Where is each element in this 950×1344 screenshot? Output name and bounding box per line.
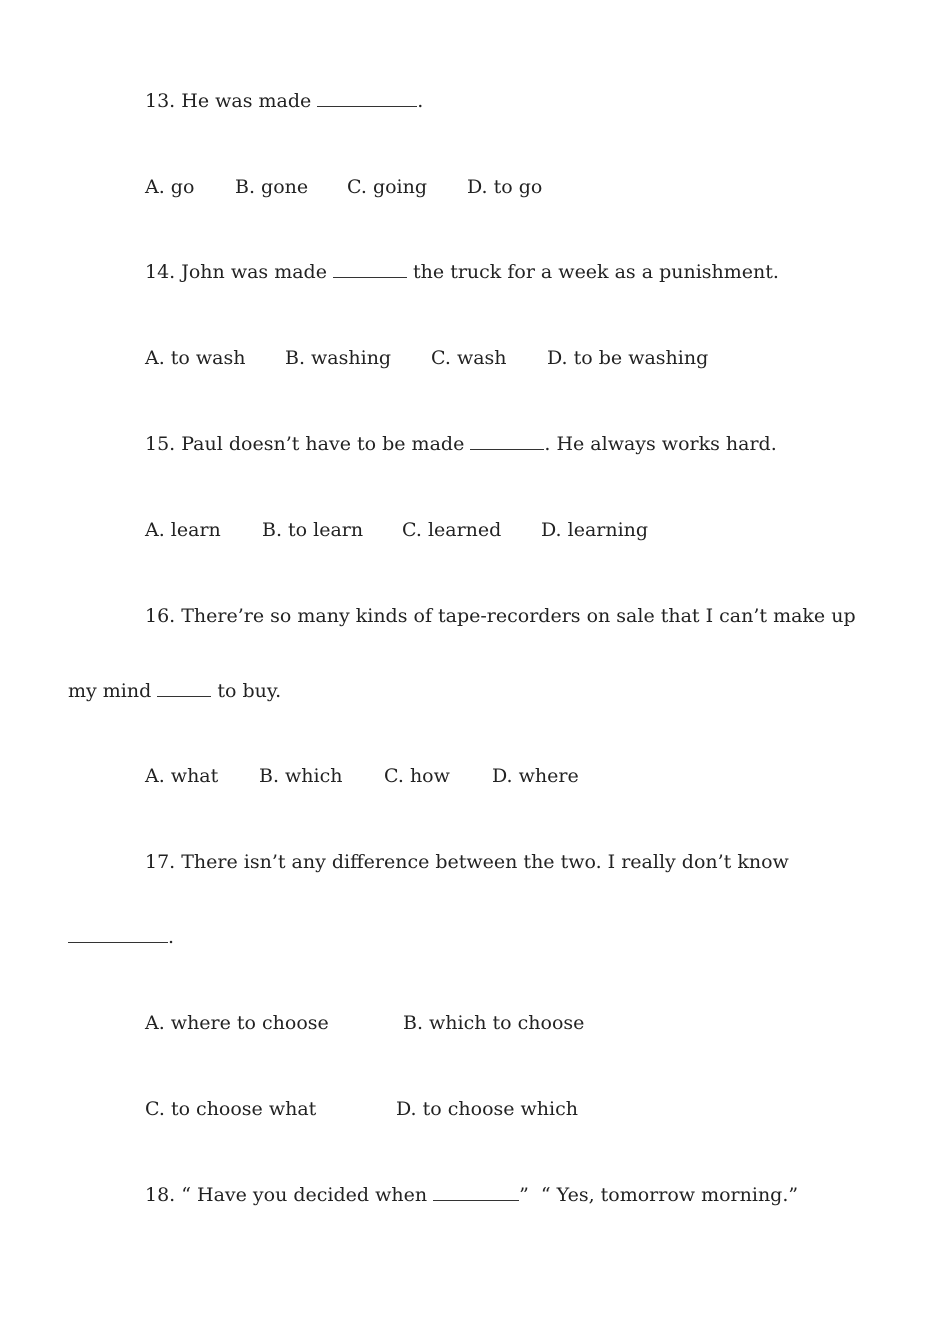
q15-stem-end: . He always works hard. <box>544 433 777 455</box>
q16-blank <box>157 679 211 697</box>
q15-option-c: C. learned <box>402 519 502 541</box>
q13-option-c: C. going <box>347 176 428 198</box>
q18-blank <box>433 1183 519 1201</box>
q13-blank <box>317 89 417 107</box>
q13-options <box>145 175 542 199</box>
q13-stem-end: . <box>417 90 424 112</box>
q14-option-a: A. to wash <box>145 347 246 369</box>
q15-option-d: D. learning <box>541 519 649 541</box>
q14-stem-end: the truck for a week as a punishment. <box>407 261 779 283</box>
q17-option-b: B. which to choose <box>403 1012 585 1034</box>
q17-option-d: D. to choose which <box>396 1098 578 1120</box>
q14-option-d: D. to be washing <box>547 347 709 369</box>
q16-option-c: C. how <box>384 765 450 787</box>
q13-option-b: B. gone <box>235 176 309 198</box>
q17-blank <box>68 925 168 943</box>
q15-stem <box>145 432 777 456</box>
q15-blank <box>470 432 544 450</box>
q13-stem <box>145 89 423 113</box>
q17-stem-line1: 17. There isn’t any difference between the two. I really don’t know <box>145 851 789 873</box>
q13-stem-text: 13. He was made <box>145 90 318 112</box>
q16-stem-text: my mind <box>68 680 158 702</box>
q18-stem-end: ” “ Yes, tomorrow morning.” <box>519 1184 799 1206</box>
q18-stem <box>145 1183 798 1207</box>
q14-options <box>145 346 708 370</box>
q16-option-d: D. where <box>492 765 579 787</box>
q15-options <box>145 518 648 542</box>
q14-blank <box>333 260 407 278</box>
q16-option-b: B. which <box>259 765 343 787</box>
q15-option-a: A. learn <box>145 519 221 541</box>
q16-stem-line1: 16. There’re so many kinds of tape-recorders on sale that I can’t make up <box>145 605 856 627</box>
q17-options-row2 <box>145 1097 578 1121</box>
q15-option-b: B. to learn <box>262 519 364 541</box>
q13-option-d: D. to go <box>467 176 543 198</box>
q18-stem-text: 18. “ Have you decided when <box>145 1184 434 1206</box>
q16-stem-end: to buy. <box>211 680 282 702</box>
q15-stem-text: 15. Paul doesn’t have to be made <box>145 433 471 455</box>
q16-stem-line2 <box>68 679 281 703</box>
q17-options-row1 <box>145 1011 584 1035</box>
q14-option-c: C. wash <box>431 347 507 369</box>
q16-options <box>145 764 579 788</box>
q13-option-a: A. go <box>145 176 195 198</box>
q14-stem <box>145 260 779 284</box>
q14-stem-text: 14. John was made <box>145 261 333 283</box>
q17-option-c: C. to choose what <box>145 1098 317 1120</box>
q17-stem-end: . <box>168 926 175 948</box>
q17-stem-line2 <box>68 925 174 949</box>
q14-option-b: B. washing <box>285 347 392 369</box>
q16-option-a: A. what <box>145 765 219 787</box>
q17-option-a: A. where to choose <box>145 1012 329 1034</box>
